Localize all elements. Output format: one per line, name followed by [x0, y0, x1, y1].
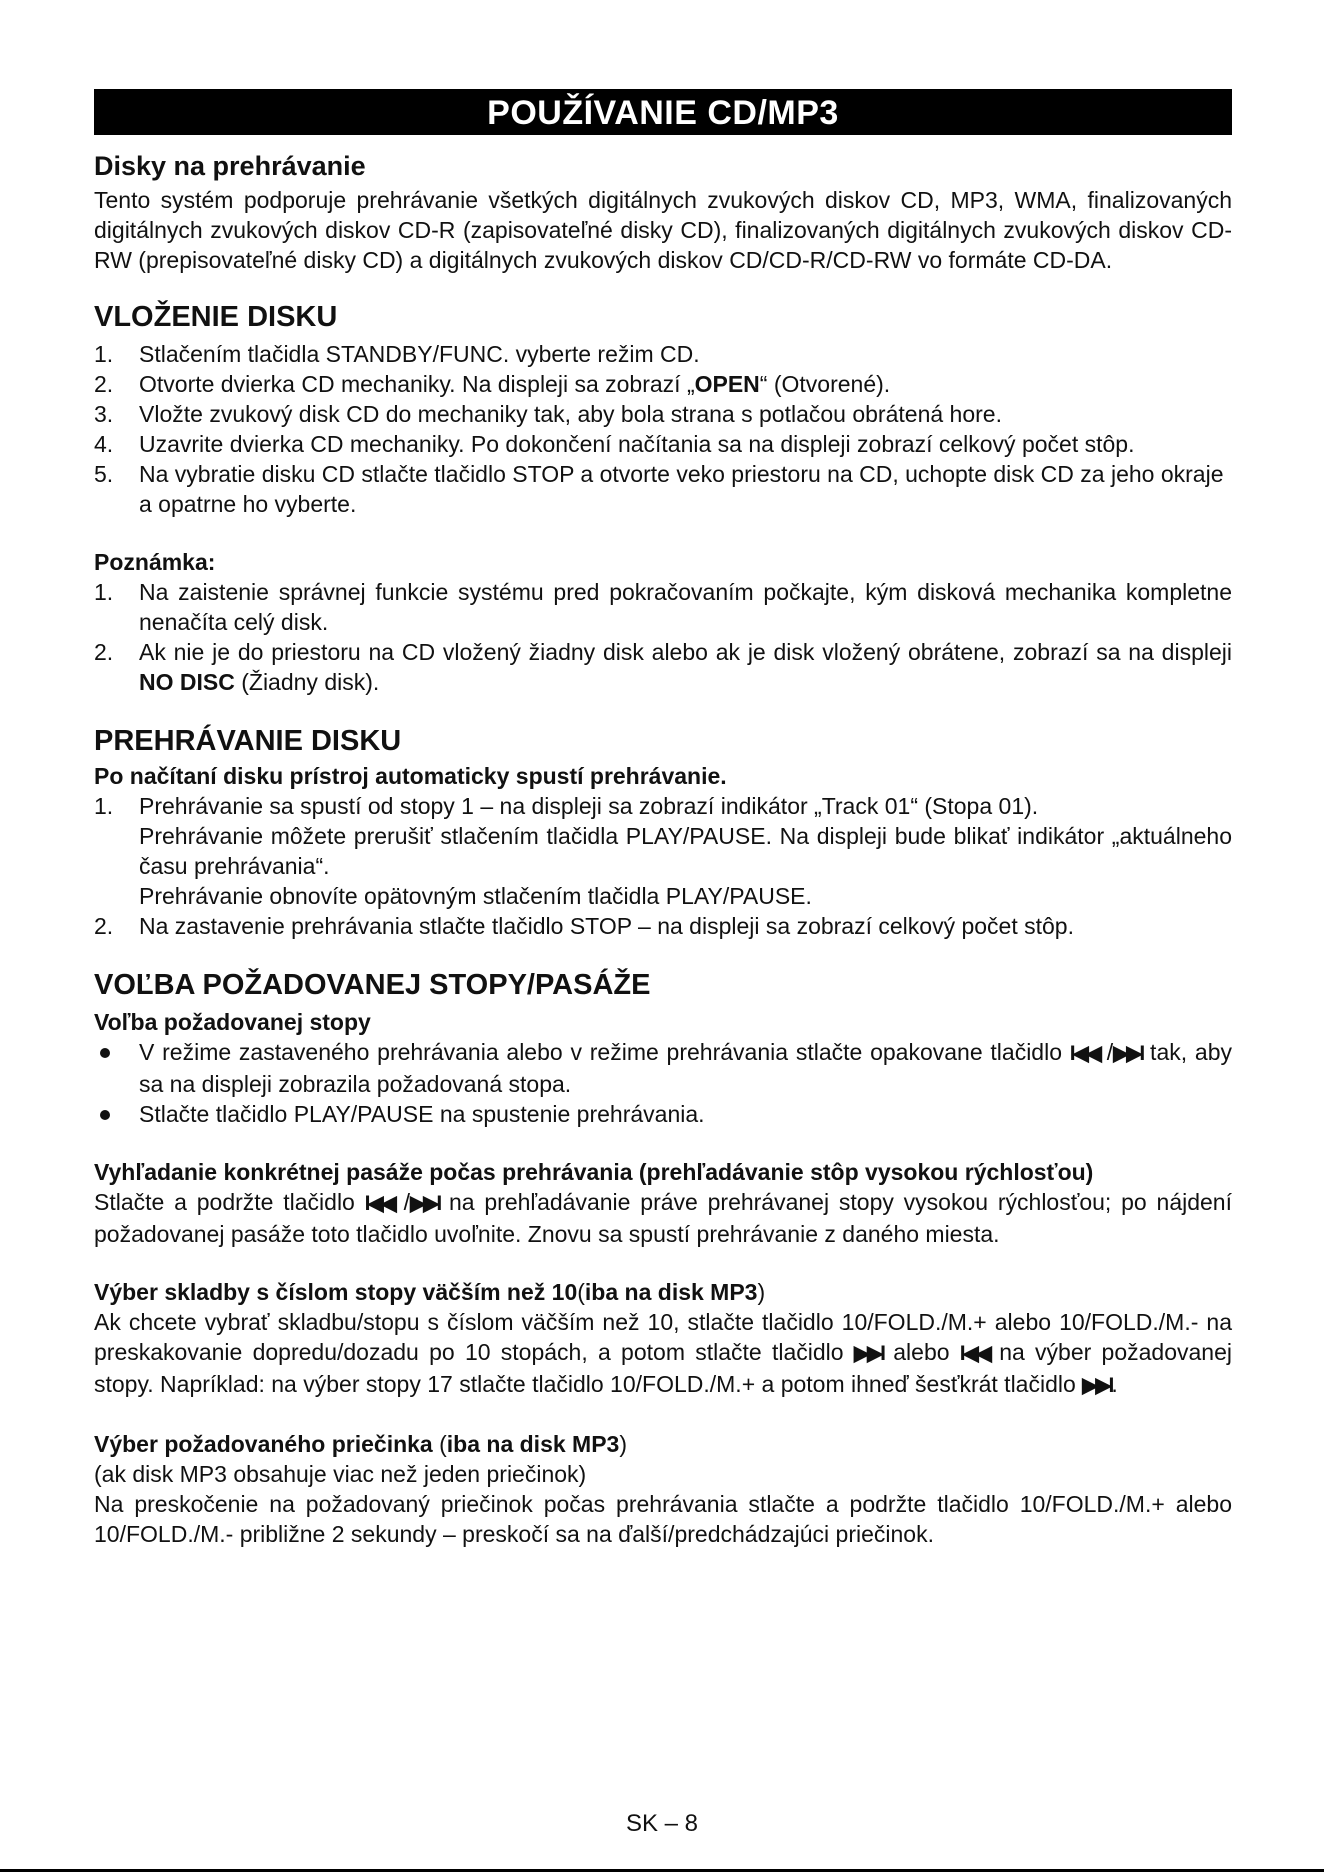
sub-select-track: Voľba požadovanej stopy [94, 1009, 371, 1035]
playback-lead: Po načítaní disku prístroj automaticky spustí prehrávanie. [94, 763, 727, 789]
playable-discs-text: Tento systém podporuje prehrávanie všetkých digitálnych zvukových diskov CD, MP3, WMA, finalizovaných digitálnych zvukových diskov CD-R (zapisovateľné disky CD), finalizovaných digitálnych zvukových diskov CD-RW (prepisovateľné disky CD) a digitálnych zvukových diskov CD/CD-R/CD-RW vo formáte CD-DA. [94, 187, 1232, 273]
heading-disc-playback: PREHRÁVANIE DISKU [94, 725, 402, 757]
sub-track-above-10: Výber skladby s číslom stopy väčším než 10(iba na disk MP3) [94, 1279, 766, 1305]
list-item: Stlačte tlačidlo PLAY/PAUSE na spustenie prehrávania. [94, 1099, 1232, 1129]
skip-next-icon: ▶▶I [1082, 1374, 1112, 1397]
list-item: 1. Na zaistenie správnej funkcie systému pred pokračovaním počkajte, kým disková mechanika kompletne nenačíta celý disk. [94, 579, 1232, 635]
list-item: 3. Vložte zvukový disk CD do mechaniky tak, aby bola strana s potlačou obrátená hore. [94, 401, 1002, 427]
list-item: 2. Ak nie je do priestoru na CD vložený žiadny disk alebo ak je disk vložený obrátene, zobrazí sa na displeji NO DISC (Žiadny disk). [94, 639, 1232, 695]
list-item: 1. Prehrávanie sa spustí od stopy 1 – na displeji sa zobrazí indikátor „Track 01“ (Stopa 01). Prehrávanie môžete prerušiť stlačením tlačidla PLAY/PAUSE. Na displeji bude blikať indikátor „aktuálneho času prehrávania“. Prehrávanie obnovíte opätovným stlačením tlačidla PLAY/PAUSE. [94, 793, 1232, 909]
note-list [94, 577, 1232, 697]
insert-disc-steps [94, 339, 1232, 519]
track-above-10-text: Ak chcete vybrať skladbu/stopu s číslom väčším než 10, stlačte tlačidlo 10/FOLD./M.+ alebo 10/FOLD./M.- na preskakovanie dopredu/dozadu po 10 stopách, a potom stlačte tlačidlo ▶▶I alebo I◀◀ na výber požadovanej stopy. Napríklad: na výber stopy 17 stlačte tlačidlo 10/FOLD./M.+ a potom ihneď šesťkrát tlačidlo ▶▶I. [94, 1307, 1232, 1401]
list-item: V režime zastaveného prehrávania alebo v režime prehrávania stlačte opakovane tlačidlo I◀◀ /▶▶I tak, aby sa na displeji zobrazila požadovaná stopa. [94, 1037, 1232, 1099]
list-item: 4. Uzavrite dvierka CD mechaniky. Po dokončení načítania sa na displeji zobrazí celkový počet stôp. [94, 431, 1135, 457]
bullet-icon [100, 1110, 110, 1120]
select-track-bullets [94, 1037, 1232, 1129]
search-passage-text: Stlačte a podržte tlačidlo I◀◀ /▶▶I na prehľadávanie práve prehrávanej stopy vysokou rýchlosťou; po nájdení požadovanej pasáže toto tlačidlo uvoľnite. Znovu sa spustí prehrávanie z daného miesta. [94, 1189, 1232, 1247]
skip-next-icon: ▶▶I [853, 1342, 883, 1365]
list-item: 5. Na vybratie disku CD stlačte tlačidlo STOP a otvorte veko priestoru na CD, uchopte disk CD za jeho okraje a opatrne ho vyberte. [94, 461, 1224, 517]
manual-page [94, 89, 1232, 1549]
list-item: 2. Otvorte dvierka CD mechaniky. Na displeji sa zobrazí „OPEN“ (Otvorené). [94, 371, 891, 397]
heading-insert-disc: VLOŽENIE DISKU [94, 301, 338, 333]
page-title: POUŽÍVANIE CD/MP3 [94, 89, 1232, 135]
playback-steps [94, 791, 1232, 941]
skip-next-icon: ▶▶I [1113, 1042, 1143, 1065]
list-item: 2. Na zastavenie prehrávania stlačte tlačidlo STOP – na displeji sa zobrazí celkový počet stôp. [94, 913, 1074, 939]
heading-track-selection: VOĽBA POŽADOVANEJ STOPY/PASÁŽE [94, 969, 651, 1001]
heading-playable-discs: Disky na prehrávanie [94, 151, 366, 181]
list-item: 1. Stlačením tlačidla STANDBY/FUNC. vyberte režim CD. [94, 341, 700, 367]
note-heading: Poznámka: [94, 549, 216, 575]
skip-previous-icon: I◀◀ [1069, 1042, 1099, 1065]
bullet-icon [100, 1048, 110, 1058]
skip-next-icon: ▶▶I [410, 1192, 440, 1215]
skip-previous-icon: I◀◀ [364, 1192, 394, 1215]
select-folder-note: (ak disk MP3 obsahuje viac než jeden priečinok) [94, 1461, 587, 1487]
sub-select-folder: Výber požadovaného priečinka (iba na disk MP3) [94, 1431, 628, 1457]
sub-search-passage: Vyhľadanie konkrétnej pasáže počas prehrávania (prehľadávanie stôp vysokou rýchlosťou) [94, 1159, 1094, 1185]
skip-previous-icon: I◀◀ [959, 1342, 989, 1365]
select-folder-text: Na preskočenie na požadovaný priečinok počas prehrávania stlačte a podržte tlačidlo 10/FOLD./M.+ alebo 10/FOLD./M.- približne 2 sekundy – preskočí sa na ďalší/predchádzajúci priečinok. [94, 1491, 1232, 1547]
page-number: SK – 8 [625, 1810, 699, 1837]
